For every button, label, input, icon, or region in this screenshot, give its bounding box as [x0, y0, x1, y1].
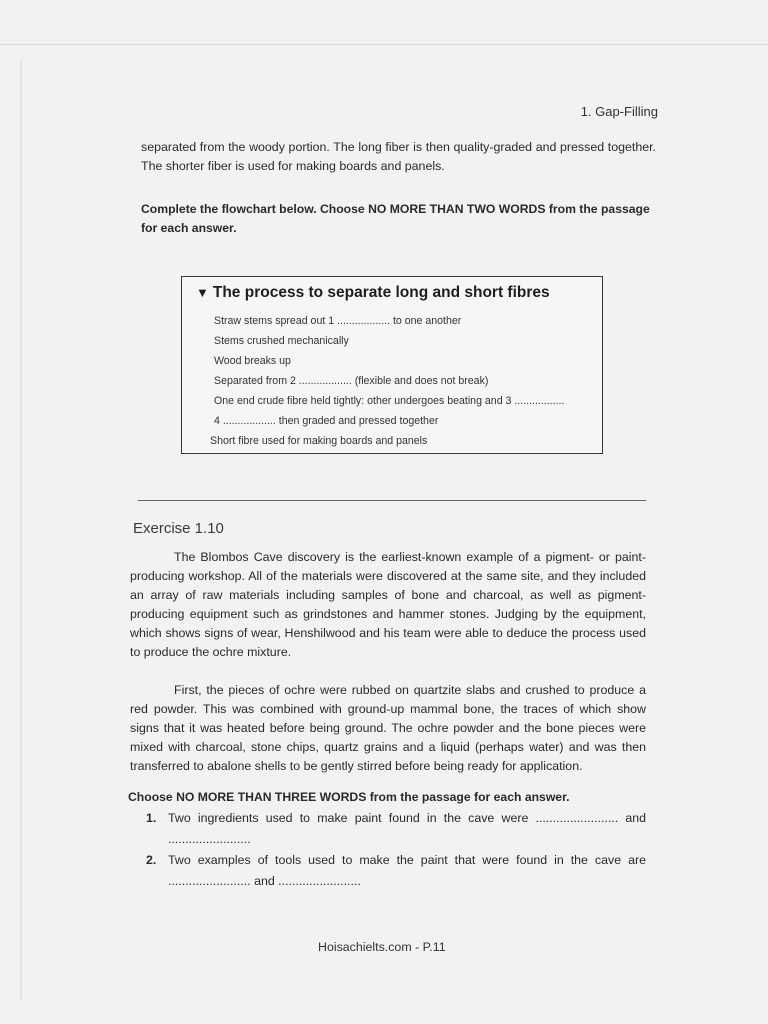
exercise-paragraph: The Blombos Cave discovery is the earliest-known example of a pigment- or paint-producing workshop. All of the materials were discovered at the same site, and they included an array of raw materials including samples of bone and charcoal, as well as pigment-producing equipment such as grindstones and hammer stones. Judging by the equipment, which shows signs of wear, Henshilwood and his team were able to deduce the process used to produce the ochre mixture.: [130, 550, 646, 659]
flowchart-box: [181, 276, 603, 454]
question-number: 2.: [146, 853, 157, 867]
scan-top-edge: [0, 44, 768, 45]
triangle-down-icon: ▼: [196, 285, 209, 300]
flowchart-step: One end crude fibre held tightly: other undergoes beating and 3 .................: [214, 395, 565, 407]
flowchart-step: Separated from 2 .................. (flexible and does not break): [214, 375, 489, 387]
flowchart-title: ▼ The process to separate long and short fibres: [196, 284, 550, 301]
flowchart-step: 4 .................. then graded and pressed together: [214, 415, 439, 427]
section-header: 1. Gap-Filling: [580, 104, 658, 119]
flowchart-step: Wood breaks up: [214, 355, 291, 367]
question-text: Two examples of tools used to make the paint that were found in the cave are ........................ and ........................: [168, 853, 646, 888]
flowchart-steps: [210, 311, 565, 451]
exercise-instruction: Choose NO MORE THAN THREE WORDS from the passage for each answer.: [128, 790, 570, 804]
question-item: [146, 808, 646, 850]
intro-paragraph: separated from the woody portion. The long fiber is then quality-graded and pressed together. The shorter fiber is used for making boards and panels.: [141, 140, 656, 173]
section-divider: [138, 500, 646, 501]
page-footer: Hoisachielts.com - P.11: [318, 940, 446, 954]
question-item: [146, 850, 646, 892]
question-text: Two ingredients used to make paint found in the cave were ........................ and ........................: [168, 811, 646, 846]
scan-left-edge: [20, 60, 22, 1000]
exercise-title: Exercise 1.10: [133, 520, 224, 537]
flowchart-step: Straw stems spread out 1 .................. to one another: [214, 315, 462, 327]
question-number: 1.: [146, 811, 157, 825]
exercise-paragraph: First, the pieces of ochre were rubbed on quartzite slabs and crushed to produce a red powder. This was combined with ground-up mammal bone, the traces of which show signs that it was heated before being ground. The ochre powder and the bone pieces were mixed with charcoal, stone chips, quartz grains and a liquid (perhaps water) and was then transferred to abalone shells to be gently stirred before being ready for application.: [130, 683, 646, 773]
flowchart-step: Short fibre used for making boards and panels: [210, 435, 428, 447]
flowchart-step: Stems crushed mechanically: [214, 335, 349, 347]
flowchart-instruction: Complete the flowchart below. Choose NO MORE THAN TWO WORDS from the passage for each answer.: [141, 202, 650, 235]
